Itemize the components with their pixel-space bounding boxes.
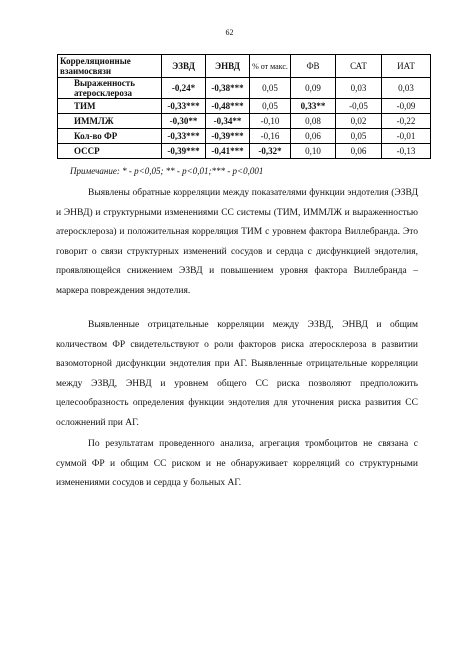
table-cell: -0,33***: [162, 99, 206, 114]
table-cell: -0,33***: [162, 129, 206, 144]
table-cell: 0,05: [250, 99, 291, 114]
table-cell: -0,22: [382, 114, 431, 129]
table-cell: -0,34**: [206, 114, 250, 129]
table-cell: -0,05: [336, 99, 382, 114]
header-cell-corr: Корреляционные взаимосвязи: [58, 55, 162, 78]
header-cell-sat: САТ: [336, 55, 382, 78]
table-cell: -0,13: [382, 144, 431, 159]
correlation-table: [57, 54, 431, 159]
table-cell: 0,08: [291, 114, 336, 129]
paragraph: По результатам проведенного анализа, агрегация тромбоцитов не связана с суммой ФР и общим СС риском и не обнаруживает корреляций со структурными изменениями сосудов и сердца у больных АГ.: [56, 439, 418, 488]
row-label: ИММЛЖ: [58, 114, 162, 129]
table-row: [58, 99, 431, 114]
table-cell: 0,33**: [291, 99, 336, 114]
row-label: Выраженность атеросклероза: [58, 78, 162, 99]
header-cell-envd: ЭНВД: [206, 55, 250, 78]
table-cell: -0,41***: [206, 144, 250, 159]
table-row: [58, 114, 431, 129]
table-cell: 0,05: [250, 78, 291, 99]
header-cell-pct-max: % от макс.: [250, 55, 291, 78]
table-row: [58, 129, 431, 144]
table-cell: -0,24*: [162, 78, 206, 99]
table-cell: -0,30**: [162, 114, 206, 129]
table-note: Примечание: * - p<0,05; ** - p<0,01;*** - p<0,001: [70, 166, 264, 176]
table-cell: 0,06: [291, 129, 336, 144]
table-row: [58, 144, 431, 159]
table-cell: -0,39***: [162, 144, 206, 159]
table-header-row: [58, 55, 431, 78]
table-cell: -0,16: [250, 129, 291, 144]
header-cell-ezvd: ЭЗВД: [162, 55, 206, 78]
table-cell: -0,09: [382, 99, 431, 114]
row-label: ОССР: [58, 144, 162, 159]
table-cell: 0,02: [336, 114, 382, 129]
table-cell: 0,06: [336, 144, 382, 159]
table-cell: 0,10: [291, 144, 336, 159]
header-cell-iat: ИАТ: [382, 55, 431, 78]
page-number: 62: [225, 28, 234, 37]
table-cell: -0,32*: [250, 144, 291, 159]
paragraph: Выявлены обратные корреляции между показателями функции эндотелия (ЭЗВД и ЭНВД) и структурными изменениями СС системы (ТИМ, ИММЛЖ и выраженностью атеросклероза) и положительная корреляция ТИМ с уровнем фактора Виллебранда. Это говорит о связи структурных изменений сосудов и сердца с дисфункцией эндотелия, проявляющейся снижением ЭЗВД и повышением уровня фактора Виллебранда – маркера повреждения эндотелия.: [56, 188, 418, 296]
row-label: Кол-во ФР: [58, 129, 162, 144]
table-cell: 0,05: [336, 129, 382, 144]
table-cell: -0,10: [250, 114, 291, 129]
table-cell: -0,39***: [206, 129, 250, 144]
table-cell: 0,03: [336, 78, 382, 99]
table-cell: -0,01: [382, 129, 431, 144]
table-cell: 0,09: [291, 78, 336, 99]
header-cell-fv: ФВ: [291, 55, 336, 78]
table-cell: 0,03: [382, 78, 431, 99]
paragraph: Выявленные отрицательные корреляции между ЭЗВД, ЭНВД и общим количеством ФР свидетельствуют о роли факторов риска атеросклероза в развитии вазомоторной дисфункции эндотелия при АГ. Выявленные отрицательные корреляции между ЭЗВД, ЭНВД и уровнем общего СС риска позволяют предположить целесообразность определения функции эндотелия для уточнения риска развития СС осложнений при АГ.: [56, 320, 418, 428]
table-cell: -0,38***: [206, 78, 250, 99]
row-label: ТИМ: [58, 99, 162, 114]
table-cell: -0,48***: [206, 99, 250, 114]
table-row: [58, 78, 431, 99]
